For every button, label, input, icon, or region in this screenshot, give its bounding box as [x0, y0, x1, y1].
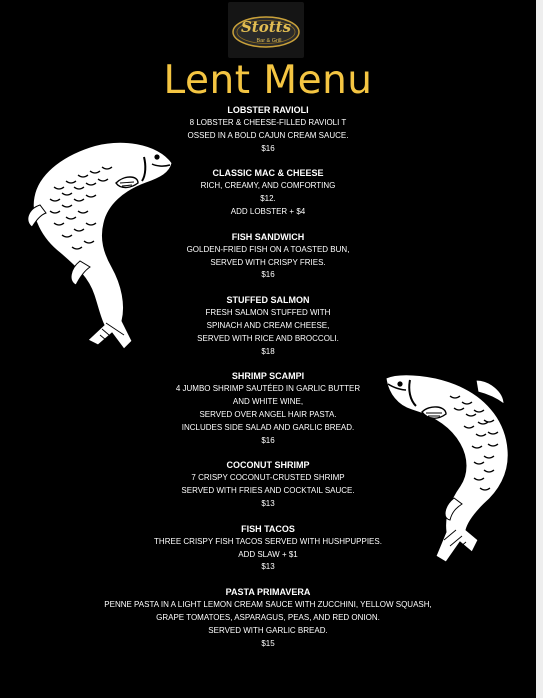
fish-illustration-right	[380, 370, 520, 570]
svg-text:Stotts: Stotts	[240, 18, 292, 36]
menu-item-name: FISH SANDWICH	[231, 231, 305, 242]
menu-item-price: $15	[261, 638, 275, 648]
page-title: Lent Menu	[163, 58, 373, 103]
menu-item-price: $13	[261, 498, 275, 508]
menu-item-name: PASTA PRIMAVERA	[225, 587, 311, 598]
menu-item-name: FISH TACOS	[241, 523, 295, 534]
menu-item-price: $16	[261, 143, 275, 153]
menu-item-name: SHRIMP SCAMPI	[231, 371, 305, 382]
menu-item-description: ADD LOBSTER + $4	[230, 206, 306, 216]
menu-item-description: 7 CRISPY COCONUT-CRUSTED SHRIMP	[191, 473, 345, 483]
menu-item	[0, 586, 536, 650]
menu-item-description: INCLUDES SIDE SALAD AND GARLIC BREAD.	[181, 422, 355, 432]
menu-item-description: GOLDEN-FRIED FISH ON A TOASTED BUN,	[186, 244, 350, 254]
menu-item-description: SERVED WITH RICE AND BROCCOLI.	[197, 333, 339, 343]
menu-item-price: $12.	[260, 194, 276, 204]
menu-item-price: $18	[261, 346, 275, 356]
menu-item-price: $16	[261, 270, 275, 280]
menu-item-description: SERVED WITH CRISPY FRIES.	[210, 257, 326, 267]
menu-item-description: AND WHITE WINE,	[232, 397, 304, 407]
menu-item-name: COCONUT SHRIMP	[226, 460, 310, 471]
restaurant-logo	[228, 2, 304, 58]
menu-item-description: 8 LOBSTER & CHEESE-FILLED RAVIOLI T	[189, 118, 347, 127]
menu-item-description: SPINACH AND CREAM CHEESE,	[206, 320, 330, 330]
fish-illustration-left	[20, 135, 180, 355]
menu-item-description: ADD SLAW + $1	[238, 549, 298, 559]
page-margin	[536, 0, 543, 698]
logo-graphic	[228, 2, 304, 58]
menu-item-description: 4 JUMBO SHRIMP SAUTÉED IN GARLIC BUTTER	[175, 384, 361, 394]
menu-item-description: SERVED WITH FRIES AND COCKTAIL SAUCE.	[181, 486, 355, 496]
menu-item-description: GRAPE TOMATOES, ASPARAGUS, PEAS, AND RED ONION.	[156, 612, 380, 622]
menu-item-name: STUFFED SALMON	[226, 295, 310, 306]
menu-item-description: THREE CRISPY FISH TACOS SERVED WITH HUSHPUPPIES.	[154, 536, 382, 546]
menu-item-description: OSSED IN A BOLD CAJUN CREAM SAUCE.	[187, 130, 349, 140]
menu-item-description: PENNE PASTA IN A LIGHT LEMON CREAM SAUCE WITH ZUCCHINI, YELLOW SQUASH,	[104, 600, 432, 610]
menu-item-name: LOBSTER RAVIOLI	[227, 105, 309, 115]
menu-item-description: SERVED OVER ANGEL HAIR PASTA.	[199, 409, 337, 419]
svg-text:Bar & Grill: Bar & Grill	[256, 38, 282, 44]
menu-item-price: $13	[261, 562, 275, 572]
menu-item-description: RICH, CREAMY, AND COMFORTING	[200, 181, 336, 191]
menu-item-description: SERVED WITH GARLIC BREAD.	[208, 625, 328, 635]
menu-item-name: CLASSIC MAC & CHEESE	[212, 168, 324, 179]
menu-item-description: FRESH SALMON STUFFED WITH	[205, 308, 331, 318]
menu-item-price: $16	[261, 435, 275, 445]
